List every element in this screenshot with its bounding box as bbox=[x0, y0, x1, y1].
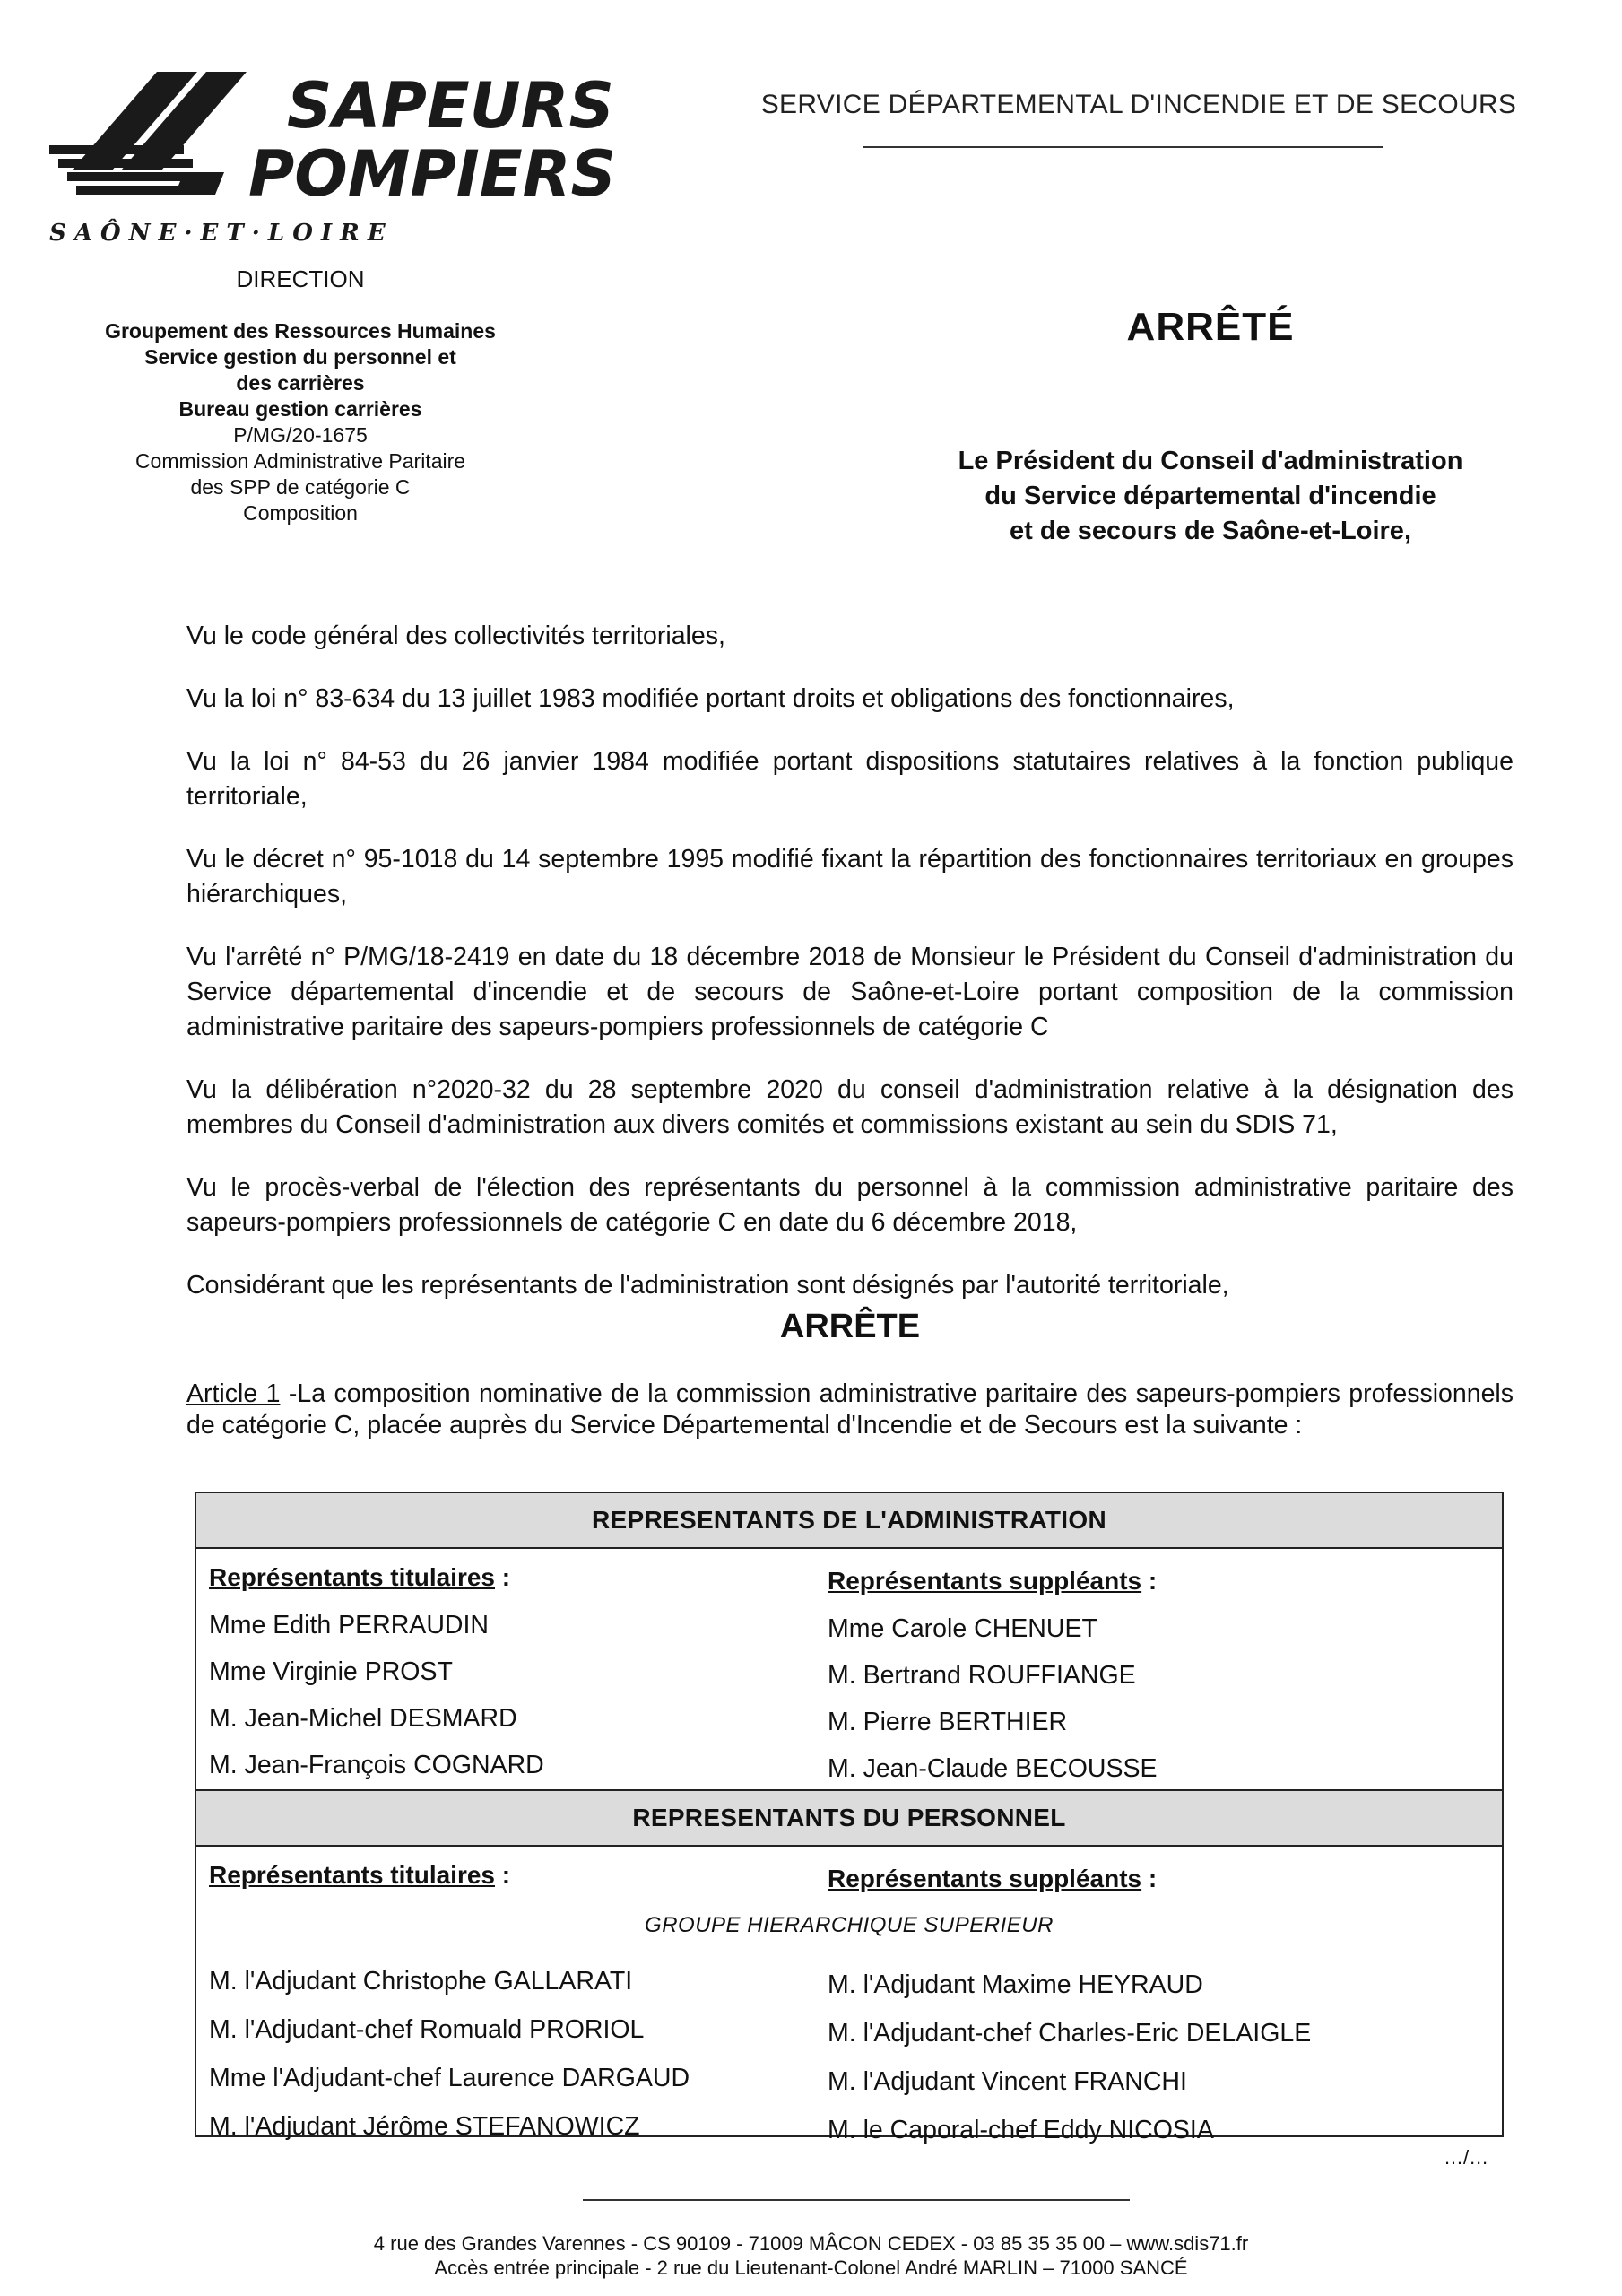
logo-word-sapeurs: SAPEURS bbox=[287, 69, 614, 143]
article-1-text: -La composition nominative de la commission administrative paritaire des sapeurs-pompiers professionnels de catégorie C, placée auprès du Service Départemental d'Incendie et de Secours est la suivante : bbox=[186, 1379, 1514, 1439]
president-block bbox=[888, 444, 1533, 549]
group-hierarchique-label: GROUPE HIERARCHIQUE SUPERIEUR bbox=[645, 1913, 1054, 1937]
pers-titulaire: M. l'Adjudant Jérôme STEFANOWICZ bbox=[209, 2112, 640, 2141]
logo-region: S A Ô N E · E T · L O I R E bbox=[49, 220, 386, 247]
colon: : bbox=[1141, 1865, 1158, 1892]
pers-suppleants-header bbox=[828, 1865, 1157, 1893]
admin-titulaires-header bbox=[209, 1563, 510, 1592]
pers-titulaires-header bbox=[209, 1861, 510, 1890]
visa-paragraph: Vu la loi n° 84-53 du 26 janvier 1984 modifiée portant dispositions statutaires relatives à la fonction publique territoriale, bbox=[186, 747, 1514, 811]
visa-paragraph: Vu le décret n° 95-1018 du 14 septembre 1995 modifié fixant la répartition des fonctionnaires territoriaux en groupes hiérarchiques, bbox=[186, 845, 1514, 909]
footer-line-1: 4 rue des Grandes Varennes - CS 90109 - 71009 MÂCON CEDEX - 03 85 35 35 00 – www.sdis71.fr bbox=[373, 2232, 1249, 2255]
pers-titulaire: M. l'Adjudant Christophe GALLARATI bbox=[209, 1967, 633, 1996]
footer-address bbox=[224, 2231, 1398, 2280]
president-line-2: du Service départemental d'incendie bbox=[984, 482, 1436, 510]
groupement-label: Groupement des Ressources Humaines bbox=[105, 319, 496, 343]
president-line-3: et de secours de Saône-et-Loire, bbox=[1009, 517, 1411, 545]
sapeurs-pompiers-logo-icon bbox=[49, 63, 616, 251]
titulaires-label: Représentants titulaires bbox=[209, 1563, 495, 1591]
admin-suppleant: M. Pierre BERTHIER bbox=[828, 1708, 1068, 1736]
sdis-logo bbox=[49, 63, 616, 251]
service-gestion-label-2: des carrières bbox=[236, 371, 365, 395]
reference-number: P/MG/20-1675 bbox=[233, 423, 368, 447]
service-gestion-label: Service gestion du personnel et bbox=[144, 345, 456, 369]
colon: : bbox=[495, 1563, 511, 1591]
pers-titulaire: M. l'Adjudant-chef Romuald PRORIOL bbox=[209, 2015, 645, 2044]
arrete-heading: ARRÊTE bbox=[779, 1308, 921, 1345]
document-title: ARRÊTÉ bbox=[1126, 305, 1295, 349]
admin-suppleant: Mme Carole CHENUET bbox=[828, 1614, 1097, 1643]
visa-paragraph: Vu le code général des collectivités territoriales, bbox=[186, 622, 725, 650]
logo-word-pompiers: POMPIERS bbox=[248, 137, 616, 211]
considerant-paragraph: Considérant que les représentants de l'administration sont désignés par l'autorité territoriale, bbox=[186, 1271, 1229, 1300]
pers-suppleant: M. l'Adjudant Vincent FRANCHI bbox=[828, 2067, 1187, 2096]
visa-paragraph: Vu la loi n° 83-634 du 13 juillet 1983 modifiée portant droits et obligations des fonctionnaires, bbox=[186, 684, 1235, 713]
visa-paragraph: Vu le procès-verbal de l'élection des représentants du personnel à la commission administrative paritaire des sapeurs-pompiers professionnels de catégorie C en date du 6 décembre 2018, bbox=[186, 1173, 1514, 1237]
issuing-department bbox=[67, 318, 533, 526]
pers-suppleant: M. le Caporal-chef Eddy NICOSIA bbox=[828, 2116, 1214, 2144]
bureau-label: Bureau gestion carrières bbox=[178, 397, 422, 421]
admin-titulaire: Mme Edith PERRAUDIN bbox=[209, 1611, 489, 1639]
visa-paragraph: Vu la délibération n°2020-32 du 28 septembre 2020 du conseil d'administration relative à la désignation des membres du Conseil d'administration aux divers comités et commissions existant au sein du SDIS 71, bbox=[186, 1075, 1514, 1139]
pers-suppleant: M. l'Adjudant Maxime HEYRAUD bbox=[828, 1970, 1203, 1999]
colon: : bbox=[1141, 1567, 1158, 1595]
titulaires-label: Représentants titulaires bbox=[209, 1861, 495, 1889]
admin-titulaire: M. Jean-Michel DESMARD bbox=[209, 1704, 517, 1733]
admin-titulaire: Mme Virginie PROST bbox=[209, 1657, 453, 1686]
footer-rule bbox=[583, 2199, 1130, 2201]
colon: : bbox=[495, 1861, 511, 1889]
commission-label: Commission Administrative Paritaire bbox=[134, 449, 466, 473]
commission-label-2: des SPP de catégorie C bbox=[190, 475, 411, 499]
admin-suppleant: M. Bertrand ROUFFIANGE bbox=[828, 1661, 1136, 1690]
article-1 bbox=[186, 1378, 1514, 1441]
subject-label: Composition bbox=[243, 501, 358, 525]
article-1-label: Article 1 bbox=[186, 1379, 281, 1408]
president-line-1: Le Président du Conseil d'administration bbox=[958, 447, 1463, 475]
admin-suppleants-header bbox=[828, 1567, 1157, 1596]
service-underline bbox=[863, 146, 1383, 148]
footer-line-2: Accès entrée principale - 2 rue du Lieutenant-Colonel André MARLIN – 71000 SANCÉ bbox=[434, 2257, 1188, 2279]
continuation-mark: …/… bbox=[1444, 2146, 1489, 2169]
visas-list bbox=[186, 619, 1514, 1303]
personnel-section-header: REPRESENTANTS DU PERSONNEL bbox=[196, 1789, 1502, 1847]
composition-table bbox=[195, 1492, 1504, 2144]
suppleants-label: Représentants suppléants bbox=[828, 1567, 1142, 1595]
suppleants-label: Représentants suppléants bbox=[828, 1865, 1142, 1892]
visa-paragraph: Vu l'arrêté n° P/MG/18-2419 en date du 18 décembre 2018 de Monsieur le Président du Conseil d'administration du Service départemental d'incendie et de secours de Saône-et-Loire portant composition de la commission administrative paritaire des sapeurs-pompiers professionnels de catégorie C bbox=[186, 943, 1514, 1041]
pers-suppleant: M. l'Adjudant-chef Charles-Eric DELAIGLE bbox=[828, 2019, 1312, 2048]
admin-section-header: REPRESENTANTS DE L'ADMINISTRATION bbox=[196, 1493, 1502, 1549]
admin-suppleant: M. Jean-Claude BECOUSSE bbox=[828, 1754, 1158, 1783]
pers-titulaire: Mme l'Adjudant-chef Laurence DARGAUD bbox=[209, 2064, 690, 2092]
admin-titulaire: M. Jean-François COGNARD bbox=[209, 1751, 544, 1779]
service-name: SERVICE DÉPARTEMENTAL D'INCENDIE ET DE SECOURS bbox=[760, 90, 1517, 119]
direction-label: DIRECTION bbox=[236, 265, 365, 292]
